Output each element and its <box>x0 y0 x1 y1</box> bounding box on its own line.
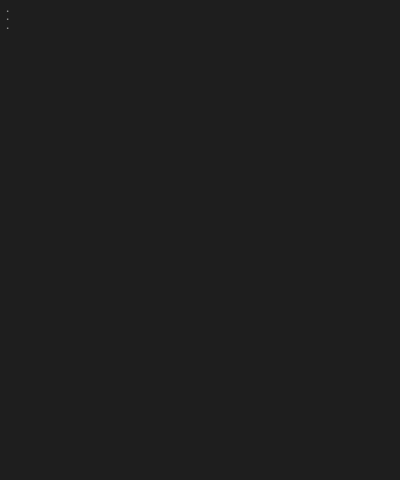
bullet-icon: • <box>6 25 10 32</box>
bullet-icon: • <box>6 9 10 15</box>
note-item <box>6 17 394 24</box>
note-item <box>6 26 394 33</box>
bullet-icon: • <box>6 17 10 24</box>
note-item <box>6 9 394 16</box>
notes-list <box>6 9 394 33</box>
